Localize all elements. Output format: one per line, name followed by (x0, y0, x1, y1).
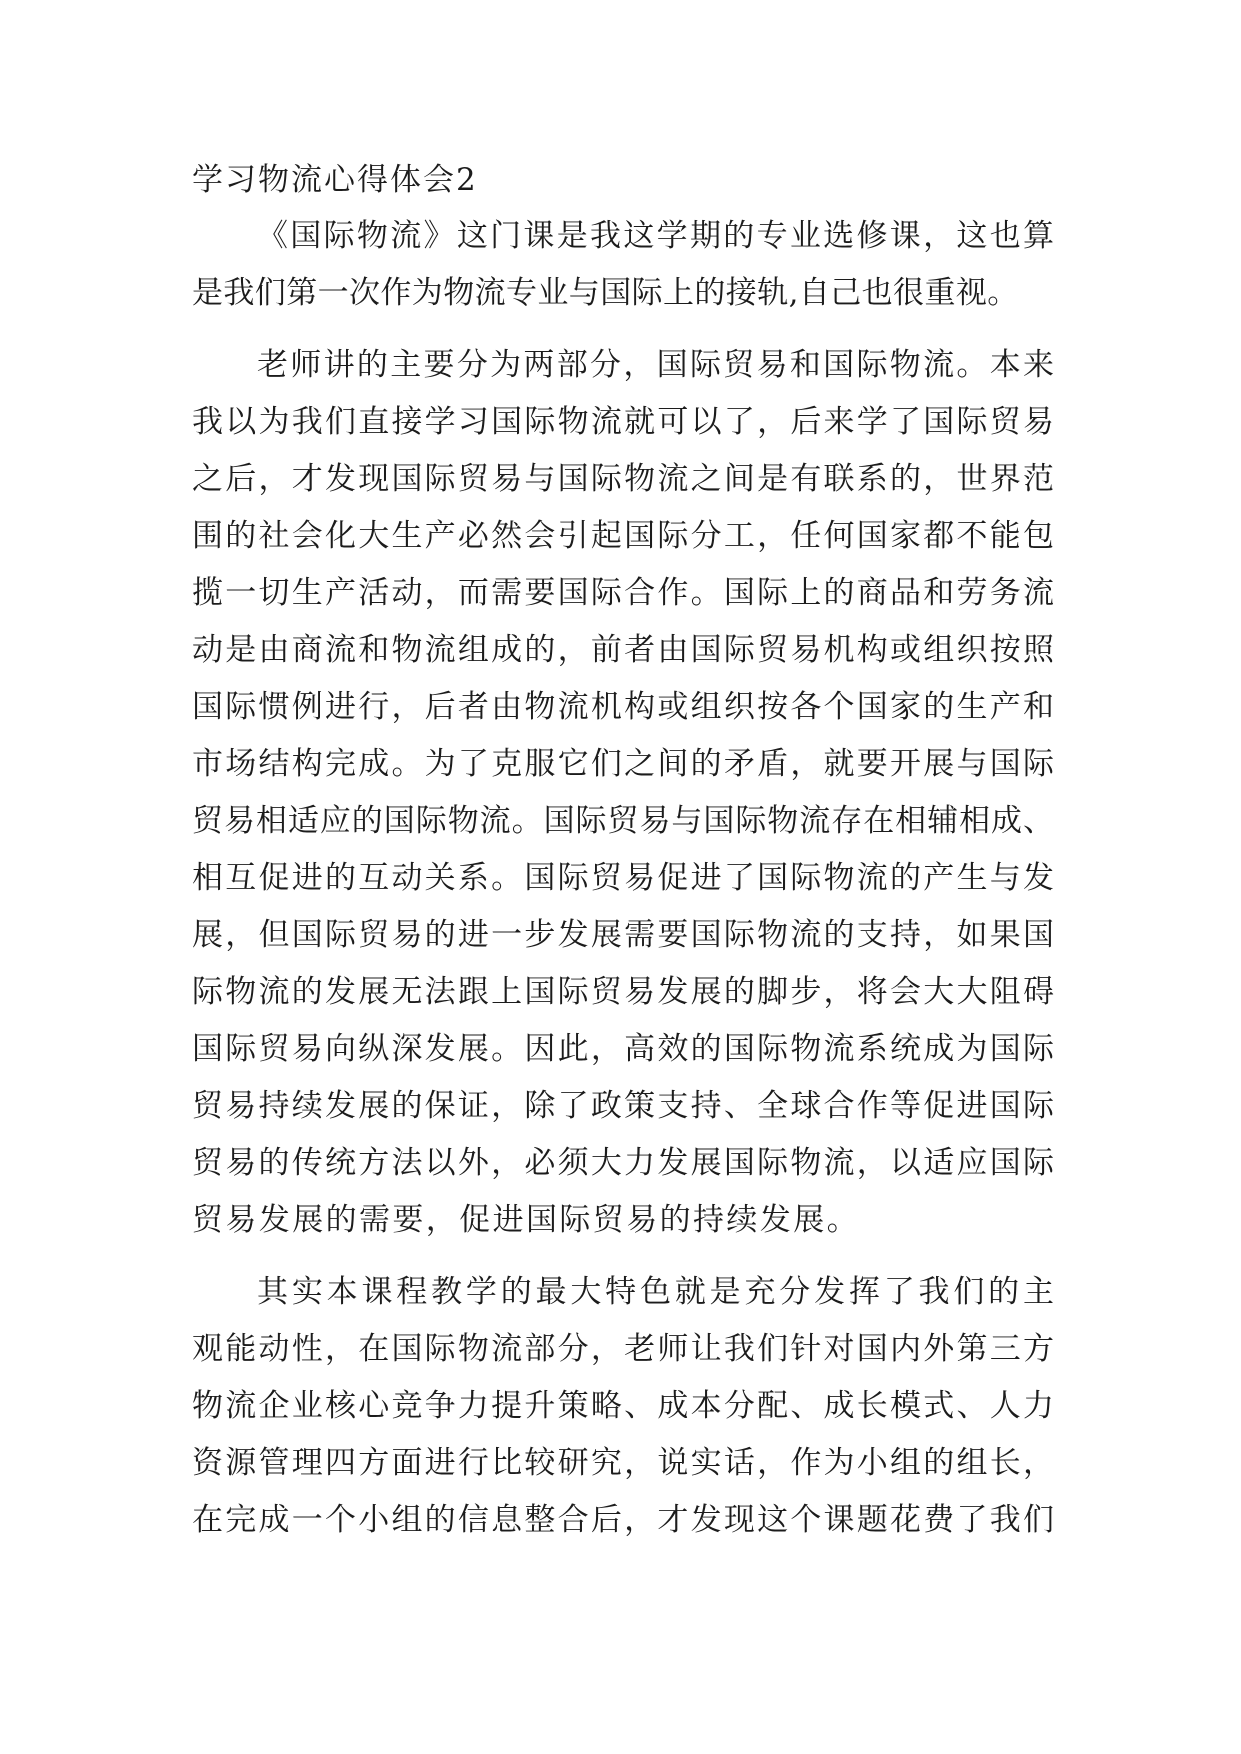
text-line: 在完成一个小组的信息整合后，才发现这个课题花费了我们 (192, 1502, 1054, 1538)
text-line: 老师讲的主要分为两部分，国际贸易和国际物流。本来 (257, 347, 1054, 383)
text-line: 观能动性，在国际物流部分，老师让我们针对国内外第三方 (192, 1331, 1054, 1367)
text-line: 动是由商流和物流组成的，前者由国际贸易机构或组织按照 (192, 632, 1054, 668)
text-line: 展，但国际贸易的进一步发展需要国际物流的支持，如果国 (192, 917, 1054, 953)
text-line: 贸易持续发展的保证，除了政策支持、全球合作等促进国际 (192, 1088, 1054, 1124)
paragraph-spacer (192, 1249, 1054, 1264)
text-line: 其实本课程教学的最大特色就是充分发挥了我们的主 (257, 1274, 1054, 1310)
document-body (192, 152, 1054, 1549)
text-line: 揽一切生产活动，而需要国际合作。国际上的商品和劳务流 (192, 575, 1054, 611)
paragraph-3 (192, 1264, 1054, 1549)
text-line: 之后，才发现国际贸易与国际物流之间是有联系的，世界范 (192, 461, 1054, 497)
text-line: 贸易的传统方法以外，必须大力发展国际物流，以适应国际 (192, 1145, 1054, 1181)
document-title: 学习物流心得体会2 (192, 162, 478, 198)
text-line: 贸易相适应的国际物流。国际贸易与国际物流存在相辅相成、 (192, 803, 1054, 839)
text-line: 国际贸易向纵深发展。因此，高效的国际物流系统成为国际 (192, 1031, 1054, 1067)
paragraph-2 (192, 337, 1054, 1249)
paragraph-1 (192, 208, 1054, 322)
paragraph-spacer (192, 322, 1054, 337)
text-line: 《国际物流》这门课是我这学期的专业选修课，这也算 (257, 218, 1054, 254)
text-line: 国际惯例进行，后者由物流机构或组织按各个国家的生产和 (192, 689, 1054, 725)
text-line: 围的社会化大生产必然会引起国际分工，任何国家都不能包 (192, 518, 1054, 554)
text-line: 相互促进的互动关系。国际贸易促进了国际物流的产生与发 (192, 860, 1054, 896)
text-line: 是我们第一次作为物流专业与国际上的接轨,自己也很重视。 (192, 275, 1019, 311)
text-line: 我以为我们直接学习国际物流就可以了，后来学了国际贸易 (192, 404, 1054, 440)
text-line: 际物流的发展无法跟上国际贸易发展的脚步，将会大大阻碍 (192, 974, 1054, 1010)
text-line: 贸易发展的需要，促进国际贸易的持续发展。 (192, 1202, 860, 1238)
text-line: 资源管理四方面进行比较研究，说实话，作为小组的组长， (192, 1445, 1054, 1481)
text-line: 市场结构完成。为了克服它们之间的矛盾，就要开展与国际 (192, 746, 1054, 782)
text-line: 物流企业核心竞争力提升策略、成本分配、成长模式、人力 (192, 1388, 1054, 1424)
